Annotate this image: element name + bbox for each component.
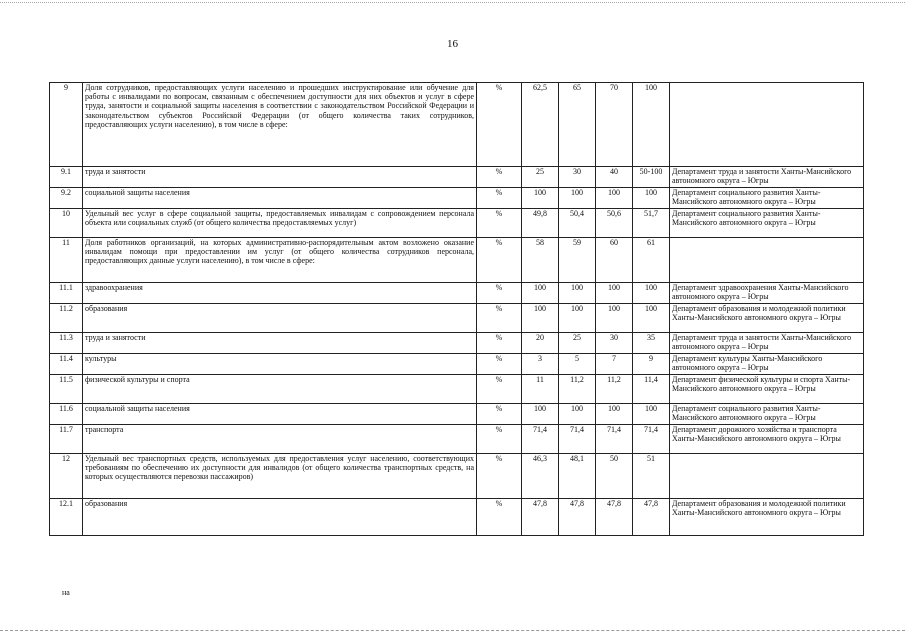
value-cell-3: 50,6	[596, 209, 633, 238]
value-cell-2: 71,4	[559, 425, 596, 454]
table-row	[50, 167, 864, 188]
department-cell: Департамент здравоохранения Ханты-Мансийского автономного округа – Югры	[670, 283, 864, 304]
value-cell-1: 49,8	[522, 209, 559, 238]
value-cell-3: 60	[596, 238, 633, 283]
unit-cell: %	[477, 209, 522, 238]
footnote: на	[62, 588, 70, 597]
page-number: 16	[447, 38, 458, 50]
indicators-table	[49, 82, 864, 536]
value-cell-2: 100	[559, 404, 596, 425]
value-cell-4: 61	[633, 238, 670, 283]
value-cell-1: 46,3	[522, 454, 559, 499]
indicator-text: транспорта	[83, 425, 477, 454]
department-cell: Департамент культуры Ханты-Мансийского автономного округа – Югры	[670, 354, 864, 375]
value-cell-2: 100	[559, 283, 596, 304]
row-number: 12.1	[50, 499, 83, 536]
department-cell	[670, 454, 864, 499]
indicator-text: социальной защиты населения	[83, 188, 477, 209]
table-row	[50, 304, 864, 333]
value-cell-1: 100	[522, 404, 559, 425]
value-cell-1: 62,5	[522, 83, 559, 167]
unit-cell: %	[477, 167, 522, 188]
value-cell-1: 47,8	[522, 499, 559, 536]
value-cell-1: 100	[522, 188, 559, 209]
value-cell-1: 100	[522, 304, 559, 333]
table-row	[50, 354, 864, 375]
department-cell: Департамент образования и молодежной политики Ханты-Мансийского автономного округа – Югры	[670, 499, 864, 536]
indicator-text: Доля работников организаций, на которых административно-распорядительным актом возложено оказание инвалидам помощи при предоставлении им услуг (от общего количества сотрудников персонала, предоставляющих данные услуги населению), в том числе в сфере:	[83, 238, 477, 283]
indicator-text: труда и занятости	[83, 167, 477, 188]
value-cell-4: 100	[633, 188, 670, 209]
value-cell-2: 48,1	[559, 454, 596, 499]
department-cell: Департамент социального развития Ханты-Мансийского автономного округа – Югры	[670, 404, 864, 425]
unit-cell: %	[477, 304, 522, 333]
value-cell-3: 100	[596, 304, 633, 333]
unit-cell: %	[477, 188, 522, 209]
unit-cell: %	[477, 283, 522, 304]
value-cell-1: 20	[522, 333, 559, 354]
value-cell-1: 25	[522, 167, 559, 188]
unit-cell: %	[477, 425, 522, 454]
department-cell: Департамент физической культуры и спорта Ханты-Мансийского автономного округа – Югры	[670, 375, 864, 404]
unit-cell: %	[477, 454, 522, 499]
value-cell-4: 71,4	[633, 425, 670, 454]
value-cell-2: 65	[559, 83, 596, 167]
table-row	[50, 454, 864, 499]
value-cell-3: 50	[596, 454, 633, 499]
value-cell-4: 11,4	[633, 375, 670, 404]
unit-cell: %	[477, 354, 522, 375]
department-cell: Департамент социального развития Ханты-Мансийского автономного округа – Югры	[670, 209, 864, 238]
value-cell-3: 100	[596, 404, 633, 425]
value-cell-4: 9	[633, 354, 670, 375]
row-number: 11.5	[50, 375, 83, 404]
table-row	[50, 404, 864, 425]
value-cell-2: 47,8	[559, 499, 596, 536]
value-cell-4: 100	[633, 404, 670, 425]
value-cell-4: 100	[633, 83, 670, 167]
value-cell-4: 51	[633, 454, 670, 499]
value-cell-3: 100	[596, 283, 633, 304]
value-cell-3: 47,8	[596, 499, 633, 536]
indicator-text: физической культуры и спорта	[83, 375, 477, 404]
row-number: 11.3	[50, 333, 83, 354]
value-cell-2: 5	[559, 354, 596, 375]
value-cell-4: 51,7	[633, 209, 670, 238]
row-number: 11.4	[50, 354, 83, 375]
table-row	[50, 333, 864, 354]
table-row	[50, 375, 864, 404]
value-cell-4: 47,8	[633, 499, 670, 536]
row-number: 11.7	[50, 425, 83, 454]
scan-edge-bottom	[0, 630, 905, 635]
indicator-text: Доля сотрудников, предоставляющих услуги населению и прошедших инструктирование или обучение для работы с инвалидами по вопросам, связанным с обеспечением доступности для них объектов и услуг в сфере труда, занятости и социальной защиты населения в соответствии с законодательством Российской Федерации и законодательством субъектов Российской Федерации (от общего количества таких сотрудников, предоставляющих услуги населению), в том числе в сфере:	[83, 83, 477, 167]
department-cell	[670, 83, 864, 167]
row-number: 11	[50, 238, 83, 283]
indicator-text: здравоохранения	[83, 283, 477, 304]
value-cell-4: 35	[633, 333, 670, 354]
row-number: 12	[50, 454, 83, 499]
table-row	[50, 188, 864, 209]
unit-cell: %	[477, 83, 522, 167]
unit-cell: %	[477, 333, 522, 354]
indicator-text: культуры	[83, 354, 477, 375]
value-cell-4: 100	[633, 304, 670, 333]
value-cell-3: 70	[596, 83, 633, 167]
department-cell: Департамент дорожного хозяйства и транспорта Ханты-Мансийского автономного округа – Югры	[670, 425, 864, 454]
table-row	[50, 283, 864, 304]
indicator-text: труда и занятости	[83, 333, 477, 354]
indicator-text: Удельный вес услуг в сфере социальной защиты, предоставляемых инвалидам с сопровождением персонала объекта или социальных служб (от общего количества предоставляемых услуг)	[83, 209, 477, 238]
value-cell-3: 40	[596, 167, 633, 188]
value-cell-2: 100	[559, 304, 596, 333]
department-cell: Департамент социального развития Ханты-Мансийского автономного округа – Югры	[670, 188, 864, 209]
scan-edge-top	[0, 2, 905, 7]
value-cell-4: 50-100	[633, 167, 670, 188]
department-cell: Департамент труда и занятости Ханты-Мансийского автономного округа – Югры	[670, 333, 864, 354]
row-number: 11.6	[50, 404, 83, 425]
unit-cell: %	[477, 375, 522, 404]
value-cell-1: 58	[522, 238, 559, 283]
value-cell-2: 59	[559, 238, 596, 283]
value-cell-3: 71,4	[596, 425, 633, 454]
unit-cell: %	[477, 404, 522, 425]
value-cell-1: 71,4	[522, 425, 559, 454]
row-number: 10	[50, 209, 83, 238]
table-row	[50, 238, 864, 283]
value-cell-3: 30	[596, 333, 633, 354]
table-row	[50, 425, 864, 454]
value-cell-1: 3	[522, 354, 559, 375]
department-cell: Департамент образования и молодежной политики Ханты-Мансийского автономного округа – Югры	[670, 304, 864, 333]
row-number: 9	[50, 83, 83, 167]
value-cell-1: 100	[522, 283, 559, 304]
value-cell-2: 100	[559, 188, 596, 209]
table-row	[50, 209, 864, 238]
indicator-text: социальной защиты населения	[83, 404, 477, 425]
row-number: 9.2	[50, 188, 83, 209]
table-row	[50, 499, 864, 536]
unit-cell: %	[477, 238, 522, 283]
department-cell: Департамент труда и занятости Ханты-Мансийского автономного округа – Югры	[670, 167, 864, 188]
value-cell-4: 100	[633, 283, 670, 304]
value-cell-2: 30	[559, 167, 596, 188]
value-cell-3: 7	[596, 354, 633, 375]
value-cell-2: 11,2	[559, 375, 596, 404]
value-cell-1: 11	[522, 375, 559, 404]
unit-cell: %	[477, 499, 522, 536]
indicator-text: образования	[83, 304, 477, 333]
table-row	[50, 83, 864, 167]
value-cell-3: 100	[596, 188, 633, 209]
row-number: 11.2	[50, 304, 83, 333]
value-cell-2: 25	[559, 333, 596, 354]
indicator-text: Удельный вес транспортных средств, используемых для предоставления услуг населению, соответствующих требованиям по обеспечению их доступности для инвалидов (от общего количества транспортных средств, на которых осуществляются перевозки пассажиров)	[83, 454, 477, 499]
value-cell-2: 50,4	[559, 209, 596, 238]
row-number: 11.1	[50, 283, 83, 304]
indicator-text: образования	[83, 499, 477, 536]
value-cell-3: 11,2	[596, 375, 633, 404]
department-cell	[670, 238, 864, 283]
row-number: 9.1	[50, 167, 83, 188]
